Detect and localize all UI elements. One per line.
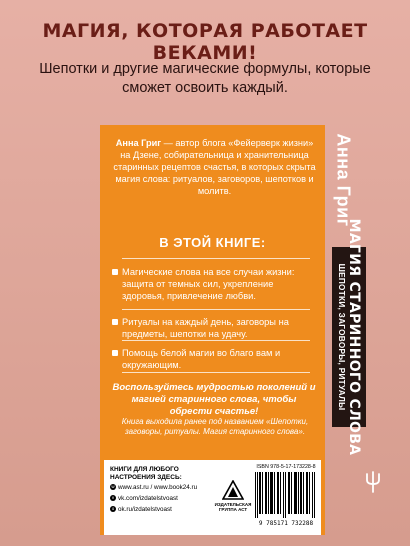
bullet-square-icon (112, 319, 118, 325)
link-ok[interactable]: o ok.ru/izdatelstvoast (111, 506, 172, 513)
ok-icon: o (111, 506, 115, 512)
previous-title-note: Книга выходила ранее под названием «Шепотки, заговоры, ритуалы. Магия старинного слова». (121, 417, 309, 436)
bullet-item: Ритуалы на каждый день, заговоры на предметы, шепотки на удачу. (112, 316, 314, 340)
divider (122, 372, 310, 373)
divider (122, 340, 310, 341)
bullet-square-icon (112, 350, 118, 356)
ast-logo-icon (222, 480, 244, 500)
spine-title: МАГИЯ СТАРИННОГО СЛОВА (346, 218, 362, 456)
barcode (254, 472, 318, 518)
spine-subtitle: ШЕПОТКИ, ЗАГОВОРЫ, РИТУАЛЫ (337, 263, 346, 411)
isbn: ISBN 978-5-17-173228-8 (256, 464, 316, 470)
spine-title-band (332, 218, 366, 456)
vk-icon: v (111, 495, 115, 501)
quote: Воспользуйтесь мудростью поколений и магией старинного слова, чтобы обрести счастье! (112, 382, 316, 417)
spine-title-block (336, 219, 362, 456)
subtitle: Шепотки и другие магические формулы, которые сможет освоить каждый. (39, 61, 371, 96)
divider (122, 309, 310, 310)
author-name: Анна Григ (115, 138, 162, 148)
barcode-number: 9 785171 732288 (258, 520, 314, 527)
divider (122, 258, 310, 259)
info-card-title: КНИГИ ДЛЯ ЛЮБОГО НАСТРОЕНИЯ ЗДЕСЬ: (110, 466, 182, 481)
bullet-square-icon (112, 269, 118, 275)
publisher-label: ИЗДАТЕЛЬСКАЯ ГРУППА АСТ (214, 502, 252, 512)
orange-panel (100, 125, 325, 535)
section-title: В ЭТОЙ КНИГЕ: (159, 235, 266, 250)
author-intro (112, 137, 317, 197)
link-vk[interactable]: v vk.com/izdatelstvoast (111, 495, 178, 502)
bullet-item: Помощь белой магии во благо вам и окружающим. (112, 347, 314, 371)
spine-author: Анна Григ (333, 133, 354, 227)
info-card (104, 460, 321, 535)
bullet-item: Магические слова на все случаи жизни: защита от темных сил, укрепление здоровья, привлечение любви. (112, 266, 314, 302)
trident-logo-icon (363, 470, 383, 494)
headline: МАГИЯ, КОТОРАЯ РАБОТАЕТ ВЕКАМИ! (42, 20, 368, 64)
globe-icon: w (111, 484, 115, 490)
author-description: — автор блога «Фейерверк жизни» на Дзене, собирательница и хранительница старинных рецептов счастья, в которых скрыта магия слова: ритуалов, заговоров, шепотков и молитв. (113, 138, 316, 196)
link-website[interactable]: w www.ast.ru / www.book24.ru (111, 484, 198, 491)
